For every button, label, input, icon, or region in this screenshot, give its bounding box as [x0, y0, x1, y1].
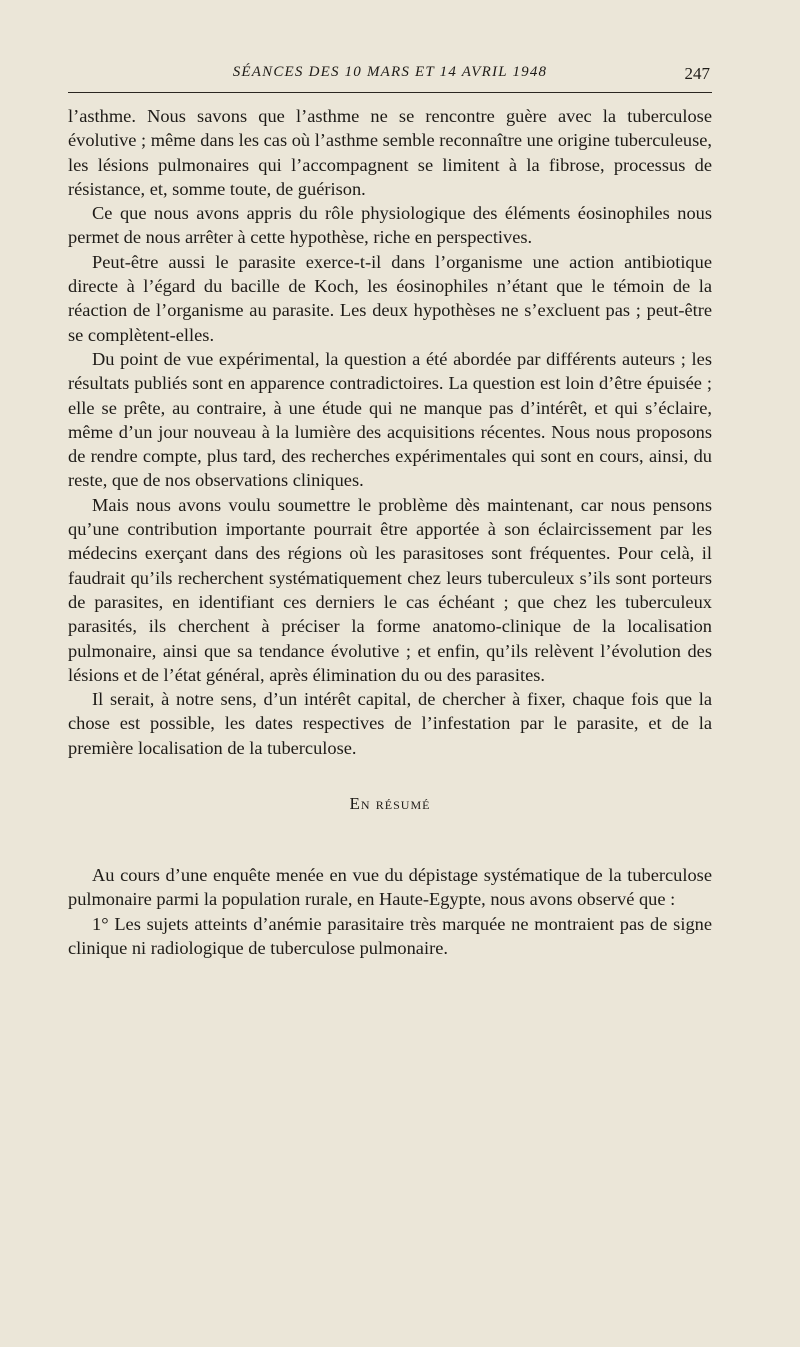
paragraph-2: Ce que nous avons appris du rôle physiologique des éléments éosinophiles nous permet de nous arrêter à cette hypothèse, riche en perspectives.	[68, 203, 712, 248]
summary-paragraph-2: 1° Les sujets atteints d’anémie parasitaire très marquée ne montraient pas de signe clinique ni radiologique de tuberculose pulmonaire.	[68, 913, 712, 958]
running-head: SÉANCES DES 10 MARS ET 14 AVRIL 1948	[232, 64, 548, 80]
page-number: 247	[684, 64, 710, 83]
paragraph-5: Mais nous avons voulu soumettre le problème dès maintenant, car nous pensons qu’une contribution importante pourrait être apportée à son éclaircissement par les médecins exerçant dans des régions où les parasitoses sont fréquentes. Pour celà, il faudrait qu’ils recherchent systématiquement chez leurs tuberculeux s’ils sont porteurs de parasites, en identifiant ces derniers le cas échéant ; que chez les tuberculeux parasités, ils cherchent à préciser la forme anatomo-clinique de la localisation pulmonaire, ainsi que sa tendance évolutive ; et enfin, qu’ils relèvent l’évolution des lésions et de l’état général, après élimination du ou des parasites.	[68, 494, 712, 685]
body-text	[68, 104, 712, 960]
paragraph-3: Peut-être aussi le parasite exerce-t-il dans l’organisme une action antibiotique directe à l’égard du bacille de Koch, les éosinophiles n’étant que le témoin de la réaction de l’organisme au parasite. Les deux hypothèses ne s’excluent pas ; peut-être se complètent-elles.	[68, 251, 712, 345]
section-heading: En résumé	[349, 794, 431, 814]
paragraph-1: l’asthme. Nous savons que l’asthme ne se rencontre guère avec la tuberculose évolutive ; même dans les cas où l’asthme semble reconnaître une origine tuberculeuse, les lésions pulmonaires qui l’accompagnent se limitent à la fibrose, processus de résistance, et, somme toute, de guérison.	[68, 106, 712, 199]
page-header	[68, 60, 712, 93]
summary-paragraph-1: Au cours d’une enquête menée en vue du dépistage systématique de la tuberculose pulmonaire parmi la population rurale, en Haute-Egypte, nous avons observé que :	[68, 865, 712, 910]
paragraph-6: Il serait, à notre sens, d’un intérêt capital, de chercher à fixer, chaque fois que la chose est possible, les dates respectives de l’infestation par le parasite, et de la première localisation de la tuberculose.	[68, 689, 712, 758]
paragraph-4: Du point de vue expérimental, la question a été abordée par différents auteurs ; les résultats publiés sont en apparence contradictoires. La question est loin d’être épuisée ; elle se prête, au contraire, à une étude qui ne manque pas d’intérêt, et qui s’éclaire, même d’un jour nouveau à la lumière des acquisitions récentes. Nous nous proposons de rendre compte, plus tard, des recherches expérimentales qui sont en cours, ainsi, du reste, que de nos observations cliniques.	[68, 348, 712, 491]
